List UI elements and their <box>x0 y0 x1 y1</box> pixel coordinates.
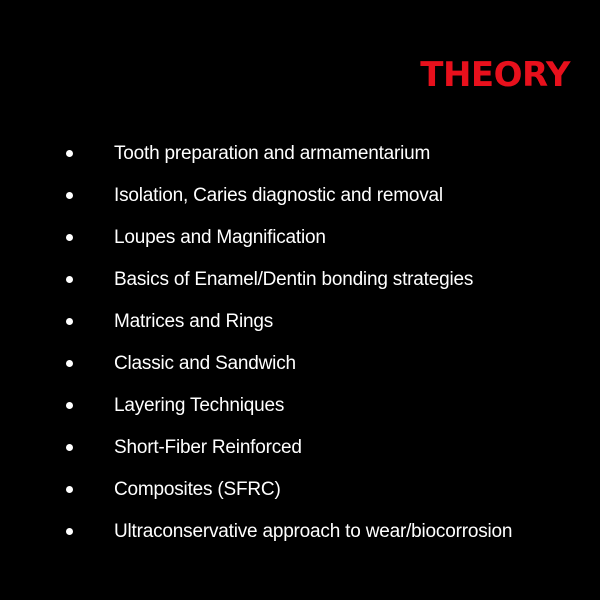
list-item <box>58 258 588 300</box>
list-item-text: Short-Fiber Reinforced <box>114 436 302 458</box>
list-item-text: Loupes and Magnification <box>114 226 326 248</box>
slide-title: THEORY <box>420 55 570 95</box>
list-item-text: Classic and Sandwich <box>114 352 296 374</box>
bullet-icon <box>66 234 73 241</box>
list-item <box>58 216 588 258</box>
bullet-icon <box>66 528 73 535</box>
list-item <box>58 468 588 510</box>
bullet-icon <box>66 486 73 493</box>
list-item-text: Composites (SFRC) <box>114 478 281 500</box>
list-item <box>58 174 588 216</box>
bullet-icon <box>66 318 73 325</box>
list-item <box>58 510 588 552</box>
list-item <box>58 342 588 384</box>
topic-list <box>58 132 588 552</box>
list-item-text: Isolation, Caries diagnostic and removal <box>114 184 443 206</box>
list-item <box>58 384 588 426</box>
list-item-text: Layering Techniques <box>114 394 285 416</box>
list-item <box>58 132 588 174</box>
list-item-text: Ultraconservative approach to wear/biocorrosion <box>114 520 513 542</box>
list-item-text: Basics of Enamel/Dentin bonding strategies <box>114 268 474 290</box>
list-item <box>58 426 588 468</box>
bullet-icon <box>66 192 73 199</box>
bullet-icon <box>66 444 73 451</box>
bullet-icon <box>66 276 73 283</box>
list-item <box>58 300 588 342</box>
list-item-text: Tooth preparation and armamentarium <box>114 142 431 164</box>
bullet-icon <box>66 402 73 409</box>
bullet-icon <box>66 360 73 367</box>
bullet-icon <box>66 150 73 157</box>
list-item-text: Matrices and Rings <box>114 310 274 332</box>
